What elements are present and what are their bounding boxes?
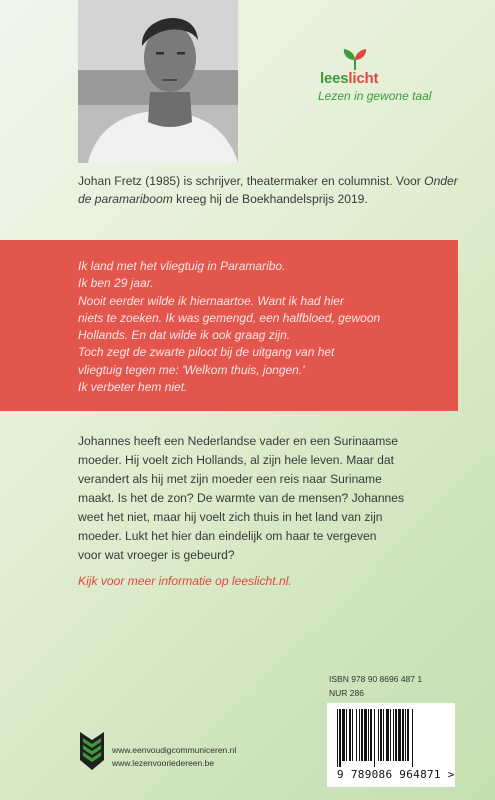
barcode-bar [378,709,379,761]
barcode-bar [346,709,347,761]
barcode-bar [352,709,353,761]
book-v-icon [78,730,106,772]
blurb-line: weet het niet, maar hij voelt zich thuis in het land van zijn [78,510,383,524]
barcode-bar [393,709,394,761]
publisher-url-be: www.lezenvooriedereen.be [112,758,215,768]
barcode-bar [370,709,372,761]
blurb-line: moeder. Lukt het hier dan eindelijk om haar te vergeven [78,529,377,543]
barcode-bar [342,709,345,761]
publisher-urls [112,744,236,770]
quote-line: Ik verbeter hem niet. [78,380,188,395]
logo-wordmark [320,70,378,87]
nur-code: NUR 286 [329,688,364,698]
barcode-bar [356,709,357,761]
barcode-bar [390,709,391,761]
barcode-bar [398,709,401,761]
blurb-line: voor wat vroeger is gebeurd? [78,548,235,562]
publisher-url-nl: www.eenvoudigcommuniceren.nl [112,745,237,755]
bio-text-start: Johan Fretz (1985) is schrijver, theatermaker en columnist. Voor [78,174,425,188]
quote-line: vliegtuig tegen me: 'Welkom thuis, jongen.' [78,362,305,377]
barcode-bar [368,709,369,761]
quote-line: Ik land met het vliegtuig in Paramaribo. [78,259,286,273]
barcode-bar [383,709,384,761]
logo-wordmark-licht: licht [348,70,379,87]
logo-wordmark-lees: lees [320,70,349,87]
blurb-line: verandert als hij met zijn moeder een reis naar Suriname [78,472,382,486]
blurb-line: Johannes heeft een Nederlandse vader en een Surinaamse [78,434,399,448]
logo-tagline: Lezen in gewone taal [318,89,432,103]
barcode-bar [407,709,409,761]
author-bio [78,172,458,208]
quote-line: niets te zoeken. Ik was gemengd, een halfbloed, gewoon [78,310,381,325]
blurb-line: moeder. Hij voelt zich Hollands, al zijn hele leven. Maar dat [78,453,394,467]
bio-book-title: Onder de paramariboom [78,174,458,206]
leeslicht-logo [318,48,458,108]
author-portrait-illustration [78,0,238,163]
quote-line: Nooit eerder wilde ik hiernaartoe. Want ik had hier [78,293,344,308]
barcode-bars [335,709,447,767]
barcode-number: 9 789086 964871 > [337,768,455,781]
quote-line: Hollands. En dat wilde ik ook graag zijn. [78,328,291,343]
barcode-bar [364,709,367,761]
leaf-icon [340,48,370,70]
barcode-bar [337,709,338,767]
barcode-bar [349,709,351,761]
author-photo [78,0,238,163]
barcode-bar [380,709,382,761]
barcode-bar [402,709,404,761]
isbn-block [329,672,422,700]
blurb-line: maakt. Is het de zon? De warmte van de mensen? Johannes [78,491,405,505]
barcode-bar [361,709,363,761]
book-blurb [78,432,458,565]
barcode-bar [412,709,413,767]
barcode-bar [359,709,360,761]
barcode-bar [386,709,389,761]
bio-text-end: kreeg hij de Boekhandelsprijs 2019. [172,192,368,206]
quote-text [78,258,380,396]
barcode-bar [339,709,341,767]
barcode [327,703,455,787]
quote-line: Ik ben 29 jaar. [78,276,154,291]
isbn-number: ISBN 978 90 8696 487 1 [329,674,423,684]
barcode-bar [405,709,406,761]
barcode-bar [395,709,397,761]
barcode-bar [374,709,375,767]
quote-line: Toch zegt de zwarte piloot bij de uitgang van het [78,345,335,360]
more-info-text: Kijk voor meer informatie op leeslicht.nl. [78,574,292,588]
